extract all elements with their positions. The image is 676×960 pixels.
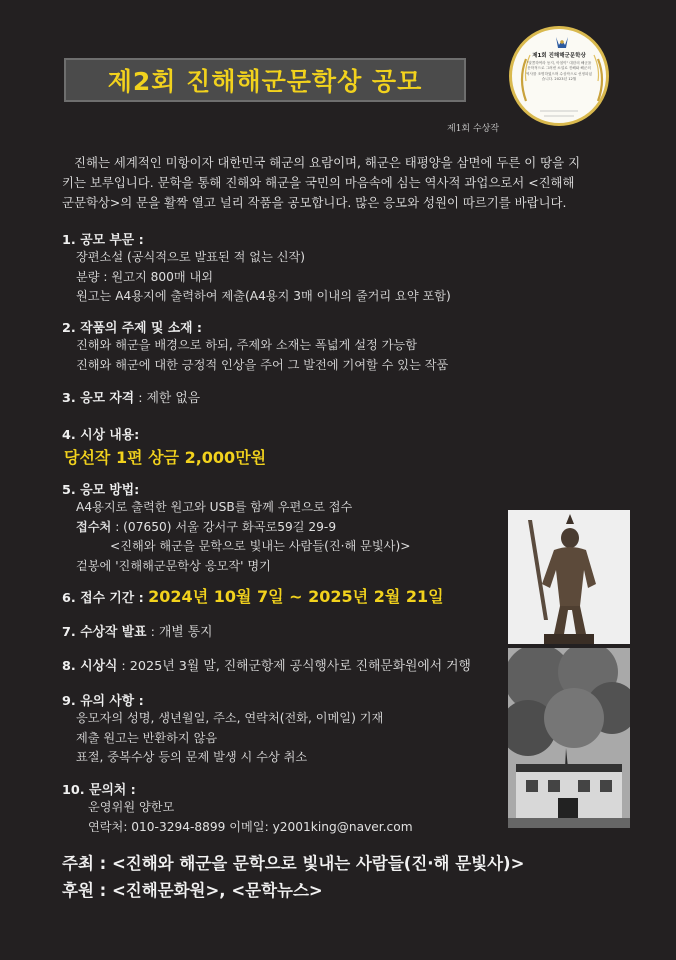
section-heading: 4. 시상 내용: <box>62 428 140 443</box>
section-line: 운영위원 양한모 <box>88 800 175 814</box>
section-heading: 2. 작품의 주제 및 소재 : <box>62 321 203 336</box>
section-value: : 개별 통지 <box>146 625 213 640</box>
section-line: A4용지로 출력한 원고와 USB를 함께 우편으로 접수 <box>76 500 353 514</box>
section-heading: 10. 문의처 : <box>62 783 136 798</box>
sponsor-line: 후원 : <진해문화원>, <문학뉴스> <box>62 881 323 900</box>
cherry-tree-building-photo <box>508 648 630 828</box>
title-banner <box>64 58 466 102</box>
section-value: : 제한 없음 <box>134 391 201 406</box>
section-period <box>62 584 444 607</box>
section-line: 진해와 해군을 배경으로 하되, 주제와 소재는 폭넓게 설정 가능함 <box>76 338 417 352</box>
prize-amount: 당선작 1편 상금 2,000만원 <box>64 448 267 467</box>
award-seal <box>509 26 609 126</box>
contact-line: 연락처: 010-3294-8899 이메일: y2001king@naver.com <box>88 819 413 834</box>
section-line: 제출 원고는 반환하지 않음 <box>76 730 218 745</box>
seal-caption: 제1회 수상작 <box>447 124 500 134</box>
section-announcement <box>62 621 212 640</box>
section-line: 분량 : 원고지 800매 내외 <box>76 269 214 284</box>
seal-text: "달콤하여라 동지, 아침이" 대한의 해군을 문학적으로 그려낸 소설로 진해와 해군의 역사를 조명하였으며 수상작으로 선정되었습니다. 2023년 12월 <box>526 61 592 82</box>
section-line: 장편소설 (공식적으로 발표된 적 없는 신작) <box>76 250 306 264</box>
section-contact <box>62 779 413 837</box>
section-eligibility <box>62 387 200 406</box>
period-dates: 2024년 10월 7일 ~ 2025년 2월 21일 <box>148 587 444 606</box>
section-notes <box>62 690 383 768</box>
section-prize <box>62 424 266 468</box>
section-heading: 8. 시상식 <box>62 659 118 674</box>
section-heading: 9. 유의 사항 : <box>62 694 144 709</box>
section-heading: 6. 접수 기간 : <box>62 591 149 606</box>
section-category <box>62 229 451 307</box>
host-line: 주최 : <진해와 해군을 문학으로 빛내는 사람들(진·해 문빛사)> <box>62 854 525 873</box>
section-heading: 5. 응모 방법: <box>62 483 140 498</box>
section-line: <진해와 해군을 문학으로 빛내는 사람들(진·해 문빛사)> <box>110 539 411 553</box>
poster-title: 제2회 진해해군문학상 공모 <box>107 67 423 96</box>
address-label: 접수처 <box>76 519 112 534</box>
section-line: 진해와 해군에 대한 긍정적 인상을 주어 그 발전에 기여할 수 있는 작품 <box>76 357 449 372</box>
section-theme <box>62 317 448 375</box>
seal-title: 제1회 진해해군문학상 <box>532 53 586 59</box>
section-line: 원고는 A4용지에 출력하여 제출(A4용지 3매 이내의 줄거리 요약 포함) <box>76 289 451 303</box>
section-line: 응모자의 성명, 생년월일, 주소, 연락처(전화, 이메일) 기재 <box>76 711 384 725</box>
address-value: : (07650) 서울 강서구 화곡로59길 29-9 <box>111 519 337 534</box>
section-ceremony <box>62 655 471 674</box>
intro-paragraph: 진해는 세계적인 미항이자 대한민국 해군의 요람이며, 해군은 태평양을 삼면에 두른 이 땅을 지키는 보루입니다. 문학을 통해 진해와 해군을 국민의 마음속에 심는 역사적 과업으로서 <진해해군문학상>의 문을 활짝 열고 널리 작품을 공모합니다. 많은 응모와 성원이 따르기를 바랍니다. <box>62 155 581 210</box>
section-value: : 2025년 3월 말, 진해군항제 공식행사로 진해문화원에서 거행 <box>117 659 471 674</box>
section-line: 겉봉에 '진해해군문학상 응모작' 명기 <box>76 558 271 573</box>
admiral-statue-photo <box>508 510 630 644</box>
section-heading: 3. 응모 자격 <box>62 391 135 406</box>
section-submission <box>62 479 410 576</box>
section-heading: 1. 공모 부문 : <box>62 233 144 248</box>
section-line: 표절, 중복수상 등의 문제 발생 시 수상 취소 <box>76 750 308 764</box>
section-heading: 7. 수상작 발표 <box>62 625 147 640</box>
